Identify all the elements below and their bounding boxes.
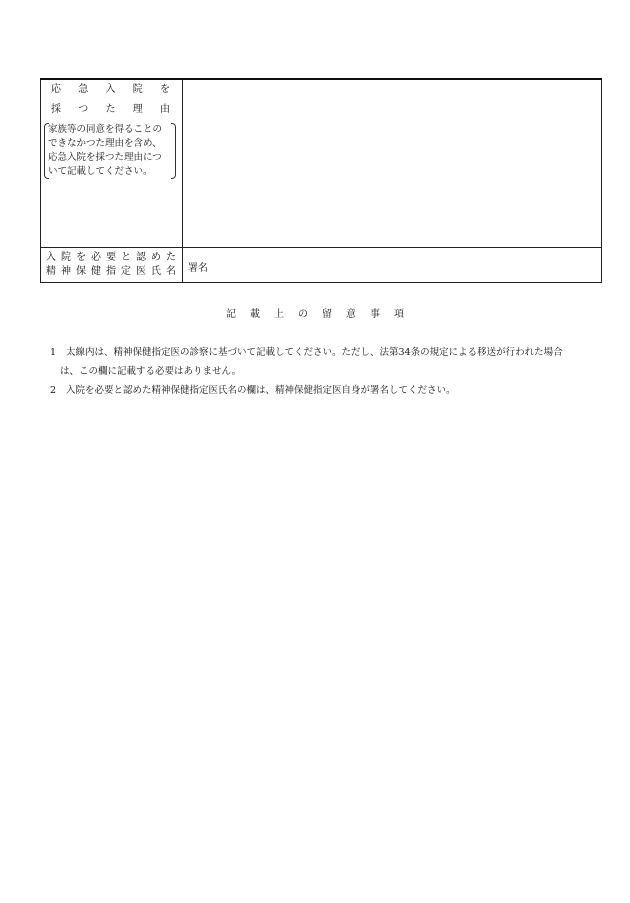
- reason-label-cell: [41, 79, 183, 247]
- doctor-label-line1: 入 院 を 必 要 と 認 め た: [46, 251, 176, 263]
- note-item-1: [50, 343, 600, 362]
- reason-row: [41, 79, 602, 247]
- doctor-row: [41, 247, 602, 282]
- reason-label-line1: 応 急 入 院 を: [51, 84, 170, 95]
- doctor-label-line2: 精 神 保 健 指 定 医 氏 名: [46, 265, 176, 277]
- signature-label: 署名: [188, 262, 208, 274]
- note-number: 2: [50, 385, 57, 396]
- note-item-1-continuation: は、この欄に記載する必要はありません。: [60, 366, 242, 377]
- reason-label-line2: 採 つ た 理 由: [51, 104, 170, 115]
- notes-list: [50, 343, 600, 400]
- note-text: 太線内は、精神保健指定医の診察に基づいて記載してください。ただし、法第34条の規定による移送が行われた場合: [66, 347, 563, 358]
- doctor-label-cell: [41, 247, 183, 282]
- reason-instruction-note: 家族等の同意を得ることのできなかつた理由を含め、応急入院を採つた理由について記載してください。: [44, 123, 176, 179]
- notes-heading: 記 載 上 の 留 意 事 項: [226, 309, 404, 320]
- admission-form-table: [40, 78, 602, 283]
- reason-input-area[interactable]: [183, 79, 602, 247]
- signature-field[interactable]: [183, 247, 602, 282]
- note-number: 1: [50, 347, 57, 358]
- note-text: 入院を必要と認めた精神保健指定医氏名の欄は、精神保健指定医自身が署名してください。: [66, 385, 456, 396]
- note-item-2: [50, 381, 600, 400]
